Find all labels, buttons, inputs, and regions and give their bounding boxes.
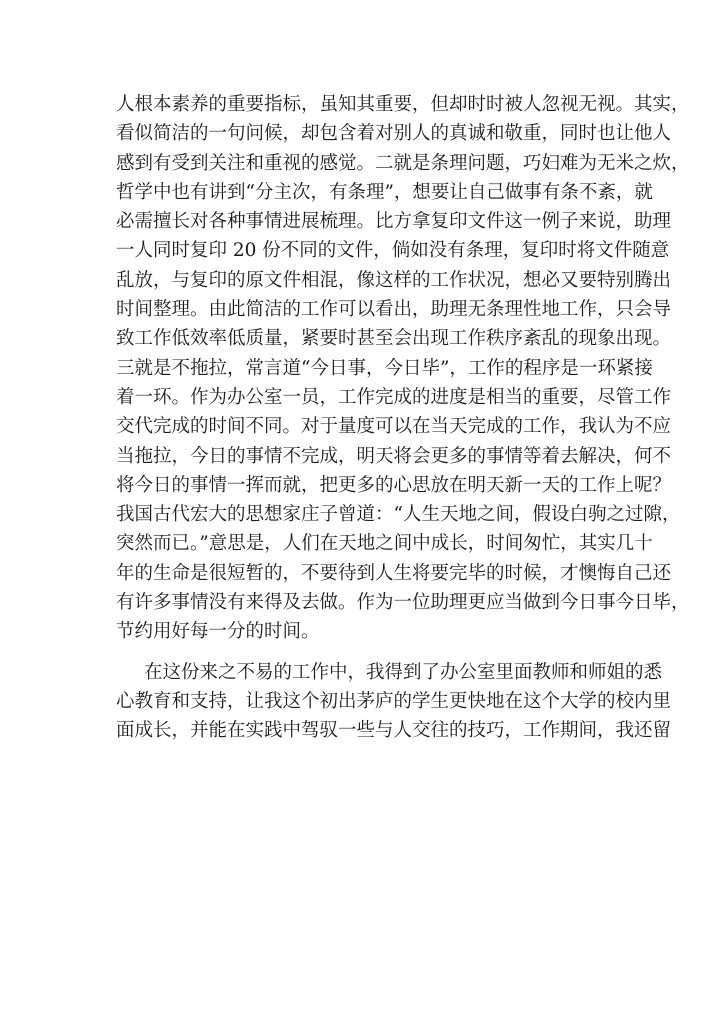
text-line: 突然而已。”意思是，人们在天地之间中成长，时间匆忙，其实几十 [116, 533, 653, 555]
text-line: 着一环。作为办公室一员，工作完成的进度是相当的重要，尽管工作 [116, 386, 672, 408]
paragraph-1 [116, 90, 690, 647]
text-line: 当拖拉，今日的事情不完成，明天将会更多的事情等着去解决，何不 [116, 445, 672, 467]
text-line: 人根本素养的重要指标，虽知其重要，但却时时被人忽视无视。其实， [116, 94, 690, 115]
text-line: 节约用好每一分的时间。 [116, 621, 320, 643]
paragraph-2 [116, 658, 672, 746]
text-line: 必需擅长对各种事情进展梳理。比方拿复印文件这一例子来说，助理 [116, 211, 672, 233]
text-line: 年的生命是很短暂的，不要待到人生将要完毕的时候，才懊悔自己还 [116, 562, 672, 584]
body-text [116, 90, 690, 746]
text-line: 乱放，与复印的原文件相混，像这样的工作状况，想必又要特别腾出 [116, 269, 672, 291]
text-line: 将今日的事情一挥而就，把更多的心思放在明天新一天的工作上呢？ [116, 474, 672, 496]
text-line: 在这份来之不易的工作中，我得到了办公室里面教师和师姐的悉 [144, 661, 663, 683]
text-line: 时间整理。由此简洁的工作可以看出，助理无条理性地工作，只会导 [116, 299, 672, 321]
text-line: 面成长，并能在实践中驾驭一些与人交往的技巧，工作期间，我还留 [116, 720, 672, 742]
text-line: 有许多事情没有来得及去做。作为一位助理更应当做到今日事今日毕， [116, 592, 690, 614]
text-line: 哲学中也有讲到“分主次，有条理”，想要让自己做事有条不紊，就 [116, 181, 653, 203]
text-line: 感到有受到关注和重视的感觉。二就是条理问题，巧妇难为无米之炊， [116, 152, 690, 174]
text-line: 三就是不拖拉，常言道“今日事，今日毕”，工作的程序是一环紧接 [116, 357, 653, 379]
paragraph-spacer [116, 647, 616, 658]
text-line: 我国古代宏大的思想家庄子曾道：“人生天地之间，假设白驹之过隙， [116, 504, 681, 526]
text-line: 心教育和支持，让我这个初出茅庐的学生更快地在这个大学的校内里 [116, 690, 672, 712]
text-line: 致工作低效率低质量，紧要时甚至会出现工作秩序紊乱的现象出现。 [116, 328, 672, 350]
text-line: 交代完成的时间不同。对于量度可以在当天完成的工作，我认为不应 [116, 416, 672, 438]
text-line: 一人同时复印 20 份不同的文件，倘如没有条理，复印时将文件随意 [116, 240, 670, 262]
text-line: 看似简洁的一句问候，却包含着对别人的真诚和敬重，同时也让他人 [116, 123, 672, 145]
